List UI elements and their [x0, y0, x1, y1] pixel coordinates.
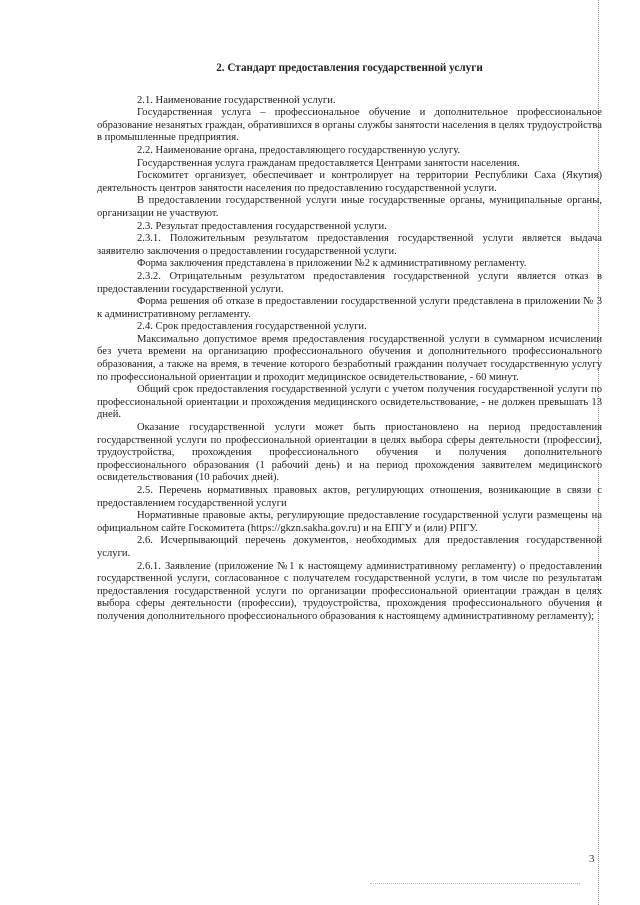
- section-heading: 2. Стандарт предоставления государственной услуги: [216, 62, 483, 74]
- paragraph-2-4: 2.4. Срок предоставления государственной услуги.: [137, 321, 367, 333]
- paragraph-2-2: 2.2. Наименование органа, предоставляющего государственную услугу.: [137, 144, 461, 156]
- paragraph-form-refusal: Форма решения об отказе в предоставлении государственной услуги представлена в приложении № 3 к административному регламенту.: [97, 296, 602, 320]
- paragraph-2-6-1: 2.6.1. Заявление (приложение №1 к настоящему административному регламенту) о предоставлении государственной услуги, согласованное с получателем государственной услуги, в том числе по результатам предоставления государственной услуги по организации профессиональной ориентации граждан в целях выбора сферы деятельности (профессии), трудоустройства, прохождения профессионального обучения и получения дополнительного профессионального образования к настоящему административному регламенту);: [97, 560, 602, 622]
- paragraph-2-1: 2.1. Наименование государственной услуги.: [137, 94, 336, 106]
- paragraph-other-organs: В предоставлении государственной услуги иные государственные органы, муниципальные органы, организации не участвуют.: [97, 195, 602, 219]
- paragraph-total-term: Общий срок предоставления государственной услуги с учетом получения государственной услуги по профессиональной ориентации и прохождения медицинского освидетельствование, - не должен превышать 13 дней.: [97, 384, 602, 421]
- paragraph-service-provider: Государственная услуга гражданам предоставляется Центрами занятости населения.: [137, 157, 520, 169]
- paragraph-service-description: Государственная услуга – профессиональное обучение и дополнительное профессиональное образование незанятых граждан, обратившихся в органы службы занятости населения в целях трудоустройства в промышленные предприятия.: [97, 107, 602, 144]
- document-body: [97, 62, 602, 624]
- paragraph-2-3-1: 2.3.1. Положительным результатом предоставления государственной услуги является выдача заявителю заключения о предоставлении государственной услуги.: [97, 233, 602, 257]
- paragraph-suspension: Оказание государственной услуги может быть приостановлено на период предоставления государственной услуги по профессиональной ориентации в целях выбора сферы деятельности (профессии), трудоустройства, прохождения профессионального обучения и получения дополнительного профессионального образования (1 рабочий день) и на период прохождения заявителем медицинского освидетельствования (10 рабочих дней).: [97, 422, 602, 484]
- paragraph-2-6: 2.6. Исчерпывающий перечень документов, необходимых для предоставления государственной услуги.: [97, 535, 602, 559]
- paragraph-form-conclusion: Форма заключения представлена в приложении №2 к административному регламенту.: [137, 258, 527, 270]
- paragraph-max-time: Максимально допустимое время предоставления государственной услуги в суммарном исчислении без учета времени на организацию профессионального обучения и дополнительного профессионального образования, а также на время, в течение которого безработный гражданин получает государственную услугу по профессиональной ориентации и проходит медицинское освидетельствование, - 60 минут.: [97, 333, 602, 383]
- paragraph-2-3-2: 2.3.2. Отрицательным результатом предоставления государственной услуги является отказ в предоставлении государственной услуги.: [97, 270, 602, 295]
- paragraph-legal-acts: Нормативные правовые акты, регулирующие предоставление государственной услуги размещены на официальном сайте Госкомитета (https://gkzn.sakha.gov.ru) и на ЕПГУ и (или) РПГУ.: [97, 510, 602, 534]
- paragraph-2-5: 2.5. Перечень нормативных правовых актов, регулирующих отношения, возникающие в связи с предоставлением государственной услуги: [97, 485, 602, 509]
- paragraph-goskomitet: Госкомитет организует, обеспечивает и контролирует на территории Республики Саха (Якутия) деятельность центров занятости населения по предоставлению государственной услуги.: [97, 170, 602, 194]
- scan-bottom-marks: [370, 883, 580, 884]
- page-number: 3: [589, 853, 595, 865]
- paragraph-2-3: 2.3. Результат предоставления государственной услуги.: [137, 220, 387, 232]
